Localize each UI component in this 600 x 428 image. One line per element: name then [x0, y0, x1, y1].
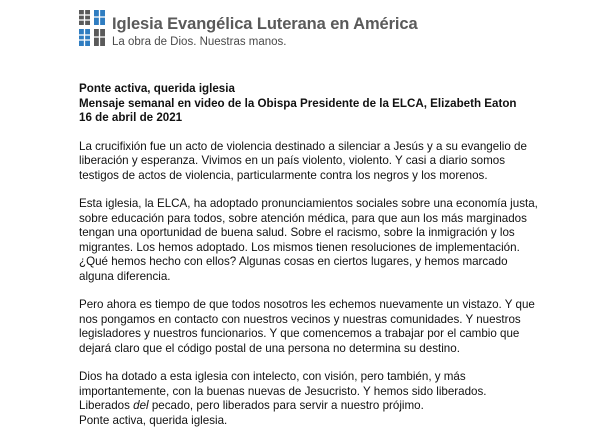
organization-name: Iglesia Evangélica Luterana en América	[112, 14, 418, 34]
paragraph-3: Pero ahora es tiempo de que todos nosotros les echemos nuevamente un vistazo. Y que nos pongamos en contacto con nuestros vecinos y nuestras comunidades. Y nuestros legisladores y nuestros funcionarios. Y que comencemos a trabajar por el cambio que dejará claro que el código postal de una persona no determina su destino.	[79, 298, 539, 356]
elca-cross-logo-icon	[79, 10, 105, 46]
paragraph-4-text-start: Dios ha dotado a esta iglesia con intelecto, con visión, pero también, y más importantemente, con la buenas nuevas de Jesucristo. Y hemos sido liberados. Liberados	[79, 370, 487, 412]
paragraph-1: La crucifixión fue un acto de violencia destinado a silenciar a Jesús y a su evangelio de liberación y esperanza. Vivimos en un país violento, violento. Y casi a diario somos testigos de actos de violencia, particularmente contra los negros y los morenos.	[79, 140, 539, 184]
document-title: Ponte activa, querida iglesia	[79, 82, 539, 97]
paragraph-2: Esta iglesia, la ELCA, ha adoptado pronunciamientos sociales sobre una economía justa, sobre educación para todos, sobre atención médica, para que aun los más marginados tengan una oportunidad de buena salud. Sobre el racismo, sobre la inmigración y los migrantes. Los hemos adoptado. Los mismos tienen resoluciones de implementación. ¿Qué hemos hecho con ellos? Algunas cosas en ciertos lugares, y hemos marcado alguna diferencia.	[79, 197, 539, 284]
organization-tagline: La obra de Dios. Nuestras manos.	[112, 35, 418, 49]
closing-line: Ponte activa, querida iglesia.	[79, 414, 539, 428]
paragraph-4-text-end: pecado, pero liberados para servir a nuestro prójimo.	[149, 399, 424, 412]
letterhead	[79, 8, 418, 48]
document-date: 16 de abril de 2021	[79, 111, 539, 126]
document-subtitle: Mensaje semanal en video de la Obispa Presidente de la ELCA, Elizabeth Eaton	[79, 97, 539, 112]
paragraph-4-emphasis: del	[133, 399, 148, 412]
document-headings	[79, 82, 539, 126]
document-body	[79, 82, 539, 428]
brand-block	[112, 8, 418, 49]
paragraph-4	[79, 370, 539, 414]
